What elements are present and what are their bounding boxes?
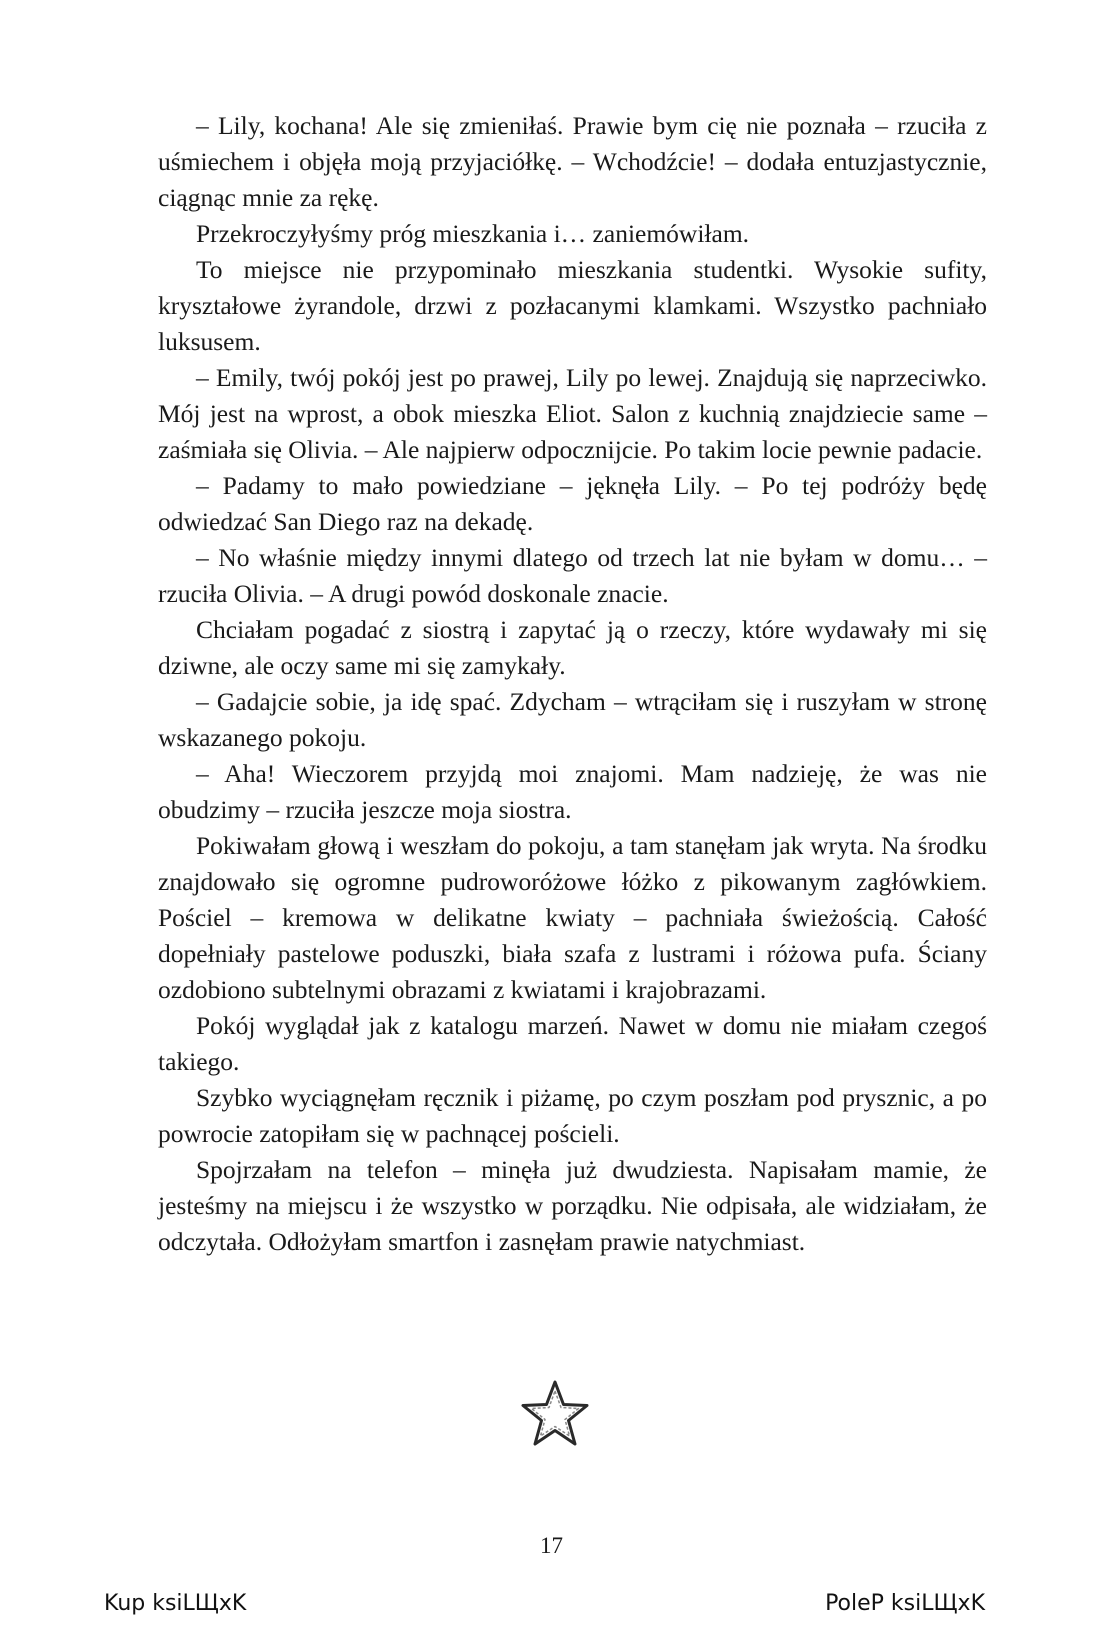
paragraph: – Padamy to mało powiedziane – jęknęła Lily. – Po tej podróży będę odwiedzać San Diego raz na dekadę. <box>158 471 987 536</box>
paragraph: Chciałam pogadać z siostrą i zapytać ją o rzeczy, które wydawały mi się dziwne, ale oczy same mi się zamykały. <box>158 615 987 680</box>
paragraph: – Gadajcie sobie, ja idę spać. Zdycham – wtrąciłam się i ruszyłam w stronę wskazanego pokoju. <box>158 687 987 752</box>
recommend-book-link[interactable]: PoleP ksiLЩxK <box>825 1591 985 1616</box>
paragraph: – Emily, twój pokój jest po prawej, Lily po lewej. Znajdują się naprzeciwko. Mój jest na wprost, a obok mieszka Eliot. Salon z kuchnią znajdziecie same – zaśmiała się Olivia. – Ale najpierw odpocznijcie. Po takim locie pewnie padacie. <box>158 363 987 464</box>
paragraph: Przekroczyłyśmy próg mieszkania i… zaniemówiłam. <box>196 219 750 248</box>
paragraph: Pokiwałam głową i weszłam do pokoju, a tam stanęłam jak wryta. Na środku znajdowało się ogromne pudroworóżowe łóżko z pikowanym zagłówkiem. Pościel – kremowa w delikatne kwiaty – pachniała świeżością. Całość dopełniały pastelowe poduszki, biała szafa z lustrami i różowa pufa. Ściany ozdobiono subtelnymi obrazami z kwiatami i krajobrazami. <box>158 831 987 1004</box>
paragraph: – No właśnie między innymi dlatego od trzech lat nie byłam w domu… – rzuciła Olivia. – A drugi powód doskonale znacie. <box>158 543 987 608</box>
paragraph: Spojrzałam na telefon – minęła już dwudziesta. Napisałam mamie, że jesteśmy na miejscu i że wszystko w porządku. Nie odpisała, ale widziałam, że odczytała. Odłożyłam smartfon i zasnęłam prawie natychmiast. <box>158 1155 987 1256</box>
paragraph: – Aha! Wieczorem przyjdą moi znajomi. Mam nadzieję, że was nie obudzimy – rzuciła jeszcze moja siostra. <box>158 759 987 824</box>
buy-book-link[interactable]: Kup ksiLЩxK <box>104 1591 247 1616</box>
paragraph: – Lily, kochana! Ale się zmieniłaś. Prawie bym cię nie poznała – rzuciła z uśmiechem i objęła moją przyjaciółkę. – Wchodźcie! – dodała entuzjastycznie, ciągnąc mnie za rękę. <box>158 111 987 212</box>
page-body <box>158 108 987 1260</box>
paragraph: Pokój wyglądał jak z katalogu marzeń. Nawet w domu nie miałam czegoś takiego. <box>158 1011 987 1076</box>
paragraph: To miejsce nie przypominało mieszkania studentki. Wysokie sufity, kryształowe żyrandole, drzwi z pozłacanymi klamkami. Wszystko pachniało luksusem. <box>158 255 987 356</box>
star-icon <box>519 1378 591 1450</box>
page-number: 17 <box>540 1533 563 1558</box>
paragraph: Szybko wyciągnęłam ręcznik i piżamę, po czym poszłam pod prysznic, a po powrocie zatopiłam się w pachnącej pościeli. <box>158 1083 987 1148</box>
